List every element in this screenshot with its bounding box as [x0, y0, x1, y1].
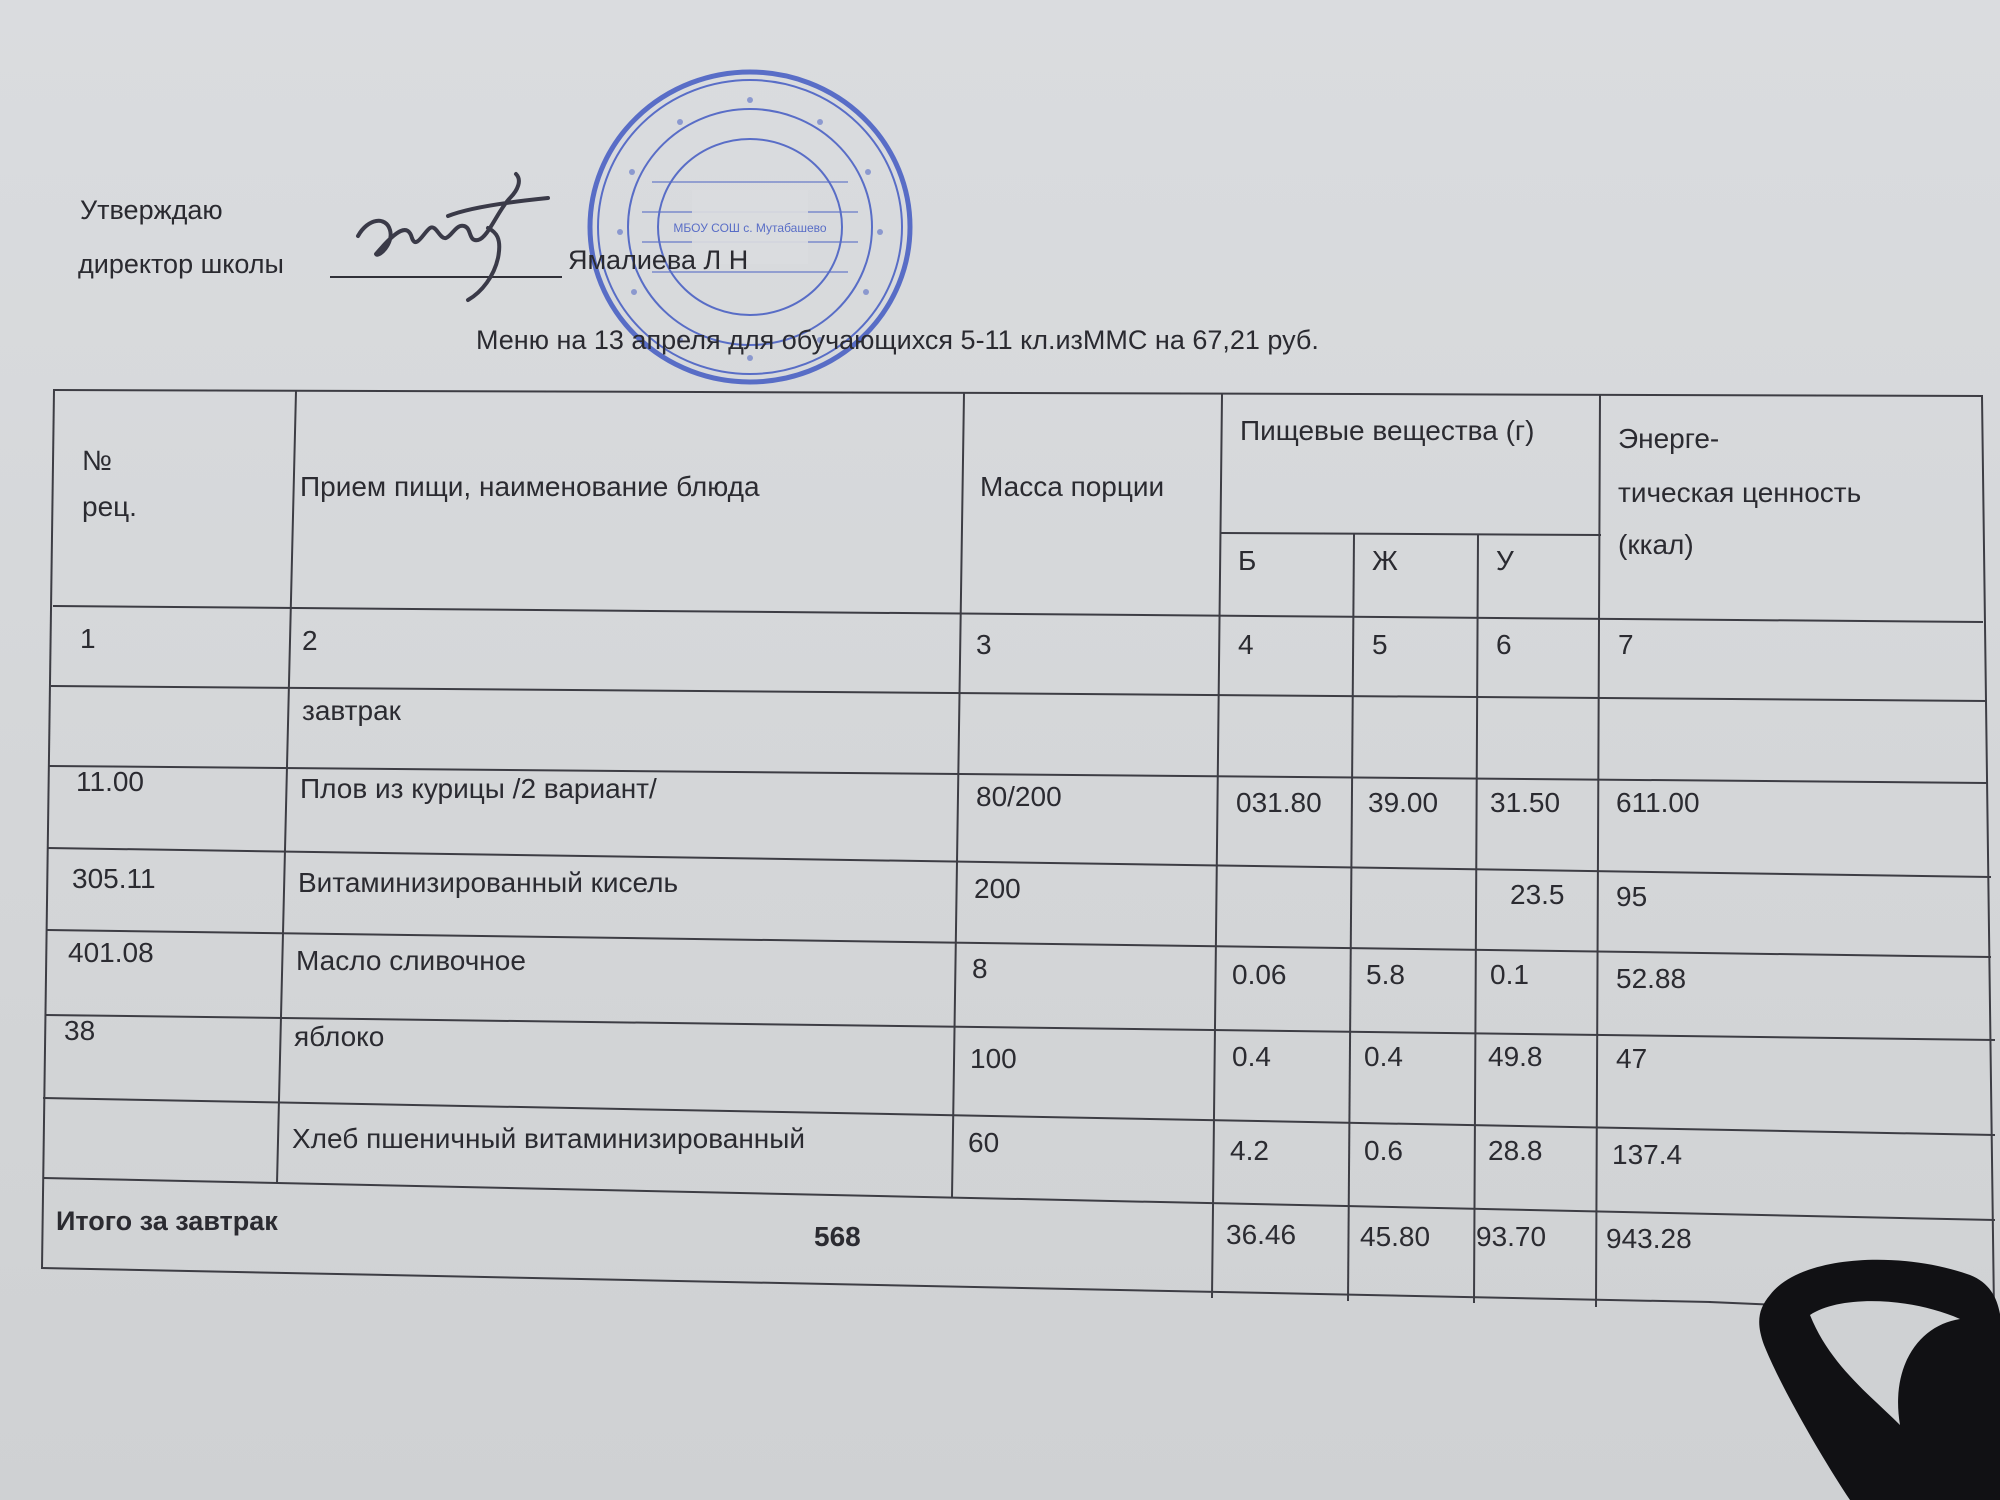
row-5-protein: 4.2	[1230, 1135, 1269, 1166]
row-3-dish: Масло сливочное	[296, 945, 526, 976]
row-4-kcal: 47	[1616, 1043, 1648, 1074]
row-2-carbs: 23.5	[1510, 879, 1565, 910]
row-5-dish: Хлеб пшеничный витаминизированный	[292, 1123, 806, 1154]
total-protein: 36.46	[1226, 1219, 1297, 1250]
row-4-fat: 0.4	[1364, 1041, 1403, 1072]
row-4-mass: 100	[970, 1043, 1017, 1074]
section-label-breakfast: завтрак	[302, 695, 401, 726]
col-number-2: 2	[302, 625, 318, 656]
header-protein: Б	[1238, 545, 1257, 576]
row-5-carbs: 28.8	[1488, 1135, 1543, 1166]
row-2-mass: 200	[974, 873, 1021, 904]
row-4-carbs: 49.8	[1488, 1041, 1543, 1072]
row-3-rec: 401.08	[68, 937, 154, 968]
row-1-rec: 11.00	[76, 766, 144, 797]
row-2-kcal: 95	[1616, 881, 1648, 912]
row-4-dish: яблоко	[294, 1021, 385, 1052]
total-mass: 568	[814, 1221, 861, 1252]
col-number-3: 3	[976, 629, 992, 660]
row-3-protein: 0.06	[1232, 959, 1287, 990]
col-number-1: 1	[80, 623, 96, 654]
row-3-kcal: 52.88	[1616, 963, 1687, 994]
header-fat: Ж	[1372, 545, 1398, 576]
header-mass: Масса порции	[980, 471, 1165, 502]
header-carbs: У	[1496, 545, 1514, 576]
header-energy-line1: Энерге-	[1618, 423, 1720, 454]
col-number-6: 6	[1496, 629, 1512, 660]
director-name: Ямалиева Л Н	[568, 245, 749, 275]
header-dish: Прием пищи, наименование блюда	[300, 471, 760, 502]
row-1-fat: 39.00	[1368, 787, 1439, 818]
total-fat: 45.80	[1360, 1221, 1431, 1252]
header-energy-line3: (ккал)	[1618, 529, 1694, 560]
row-4-protein: 0.4	[1232, 1041, 1271, 1072]
col-number-7: 7	[1618, 629, 1634, 660]
position-label: директор школы	[78, 249, 284, 279]
col-number-4: 4	[1238, 629, 1254, 660]
row-1-mass: 80/200	[976, 781, 1062, 812]
header-energy-line2: тическая ценность	[1618, 477, 1862, 508]
header-rec-no: № рец.	[82, 445, 137, 522]
row-1-carbs: 31.50	[1490, 787, 1561, 818]
total-label: Итого за завтрак	[56, 1206, 278, 1236]
row-5-fat: 0.6	[1364, 1135, 1403, 1166]
row-5-mass: 60	[968, 1127, 1000, 1158]
row-3-fat: 5.8	[1366, 959, 1405, 990]
row-1-kcal: 611.00	[1616, 787, 1700, 818]
approve-label: Утверждаю	[80, 195, 223, 225]
stamp-text: МБОУ СОШ с. Мутабашево	[673, 221, 827, 235]
row-2-dish: Витаминизированный кисель	[298, 867, 679, 898]
row-3-carbs: 0.1	[1490, 959, 1529, 990]
total-kcal: 943.28	[1606, 1223, 1692, 1254]
col-number-5: 5	[1372, 629, 1388, 660]
row-1-protein: 031.80	[1236, 787, 1322, 818]
header-nutrients: Пищевые вещества (г)	[1240, 415, 1535, 446]
row-2-rec: 305.11	[72, 863, 156, 894]
row-3-mass: 8	[972, 953, 988, 984]
total-carbs: 93.70	[1476, 1221, 1547, 1252]
row-5-kcal: 137.4	[1612, 1139, 1683, 1170]
page-title: Меню на 13 апреля для обучающихся 5-11 кл.изММС на 67,21 руб.	[476, 325, 1319, 355]
row-4-rec: 38	[64, 1015, 96, 1046]
row-1-dish: Плов из курицы /2 вариант/	[300, 773, 657, 804]
dark-object	[1740, 1255, 2000, 1500]
